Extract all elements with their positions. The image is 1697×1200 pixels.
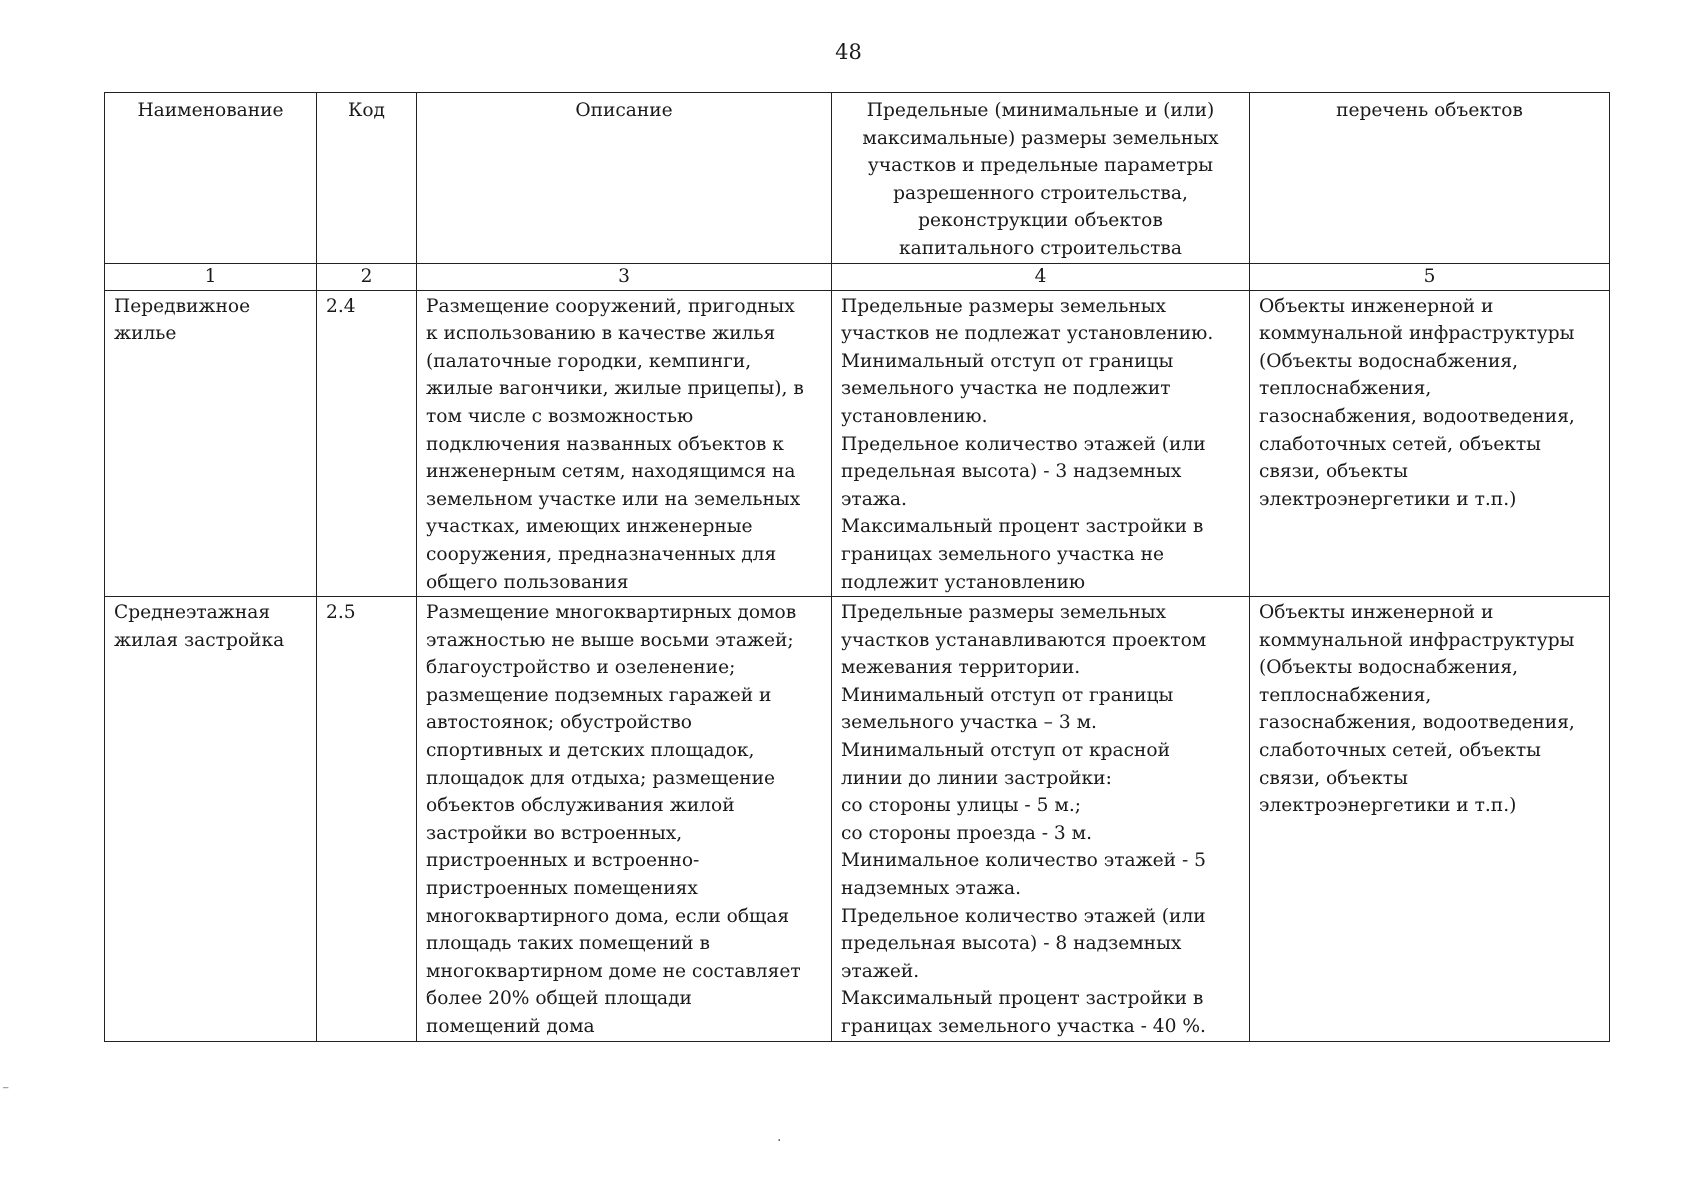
- cell-text-line: 2.4: [326, 295, 356, 317]
- column-number: 4: [832, 263, 1250, 290]
- cell-text-line: Предельное количество этажей (или: [841, 905, 1206, 927]
- cell-text-line: участков и предельные параметры: [867, 155, 1214, 177]
- cell-text-line: электроэнергетики и т.п.): [1259, 488, 1517, 510]
- row-name-cell: [105, 290, 317, 597]
- row-description-cell: [417, 597, 832, 1042]
- row-parameters-cell: [832, 290, 1250, 597]
- cell-text-line: линии до линии застройки:: [841, 767, 1112, 789]
- cell-text-line: Описание: [575, 100, 673, 121]
- cell-text-line: Минимальный отступ от красной: [841, 740, 1171, 762]
- cell-text-line: помещений дома: [426, 1016, 595, 1037]
- cell-text-line: Передвижное: [114, 295, 251, 317]
- cell-text-line: этажа.: [841, 488, 907, 510]
- cell-text-line: земельном участке или на земельных: [426, 488, 801, 510]
- column-number: 2: [317, 263, 417, 290]
- cell-text-line: 2.5: [326, 602, 356, 624]
- cell-text-line: жилье: [114, 323, 177, 345]
- cell-text-line: границах земельного участка не: [841, 543, 1164, 565]
- header-parameters: [832, 93, 1250, 264]
- scan-artifact-mark: ⁻: [2, 1083, 10, 1099]
- cell-text-line: связи, объекты: [1259, 767, 1408, 789]
- column-number: 5: [1250, 263, 1610, 290]
- cell-text-line: реконструкции объектов: [918, 210, 1163, 232]
- cell-text-line: Размещение многоквартирных домов: [426, 602, 797, 624]
- cell-text-line: Объекты инженерной и: [1259, 602, 1494, 624]
- cell-text-line: Максимальный процент застройки в: [841, 516, 1204, 538]
- cell-text-line: подключения названных объектов к: [426, 433, 784, 455]
- column-number-row: [105, 263, 1610, 290]
- header-row: [105, 93, 1610, 264]
- cell-text-line: Код: [347, 100, 386, 121]
- cell-text-line: максимальные) размеры земельных: [862, 127, 1219, 149]
- cell-text-line: площадок для отдыха; размещение: [426, 767, 775, 789]
- cell-text-line: площадь таких помещений в: [426, 933, 710, 955]
- cell-text-line: теплоснабжения,: [1259, 684, 1432, 706]
- cell-text-line: надземных этажа.: [841, 878, 1022, 900]
- cell-text-line: со стороны улицы - 5 м.;: [841, 795, 1081, 817]
- header-name: [105, 93, 317, 264]
- cell-text-line: жилая застройка: [114, 629, 285, 651]
- row-parameters-cell: [832, 597, 1250, 1042]
- cell-text-line: сооружения, предназначенных для: [426, 543, 777, 565]
- cell-text-line: Предельные (минимальные и (или): [866, 100, 1215, 121]
- cell-text-line: (Объекты водоснабжения,: [1259, 657, 1519, 679]
- cell-text-line: жилые вагончики, жилые прицепы), в: [426, 378, 804, 400]
- cell-text-line: Минимальное количество этажей - 5: [841, 850, 1207, 872]
- cell-text-line: газоснабжения, водоотведения,: [1259, 405, 1575, 427]
- cell-text-line: участков не подлежат установлению.: [841, 323, 1214, 345]
- cell-text-line: общего пользования: [426, 571, 629, 593]
- table-row: [105, 290, 1610, 597]
- row-objects-cell: [1250, 597, 1610, 1042]
- cell-text-line: земельного участка не подлежит: [841, 378, 1171, 400]
- cell-text-line: Минимальный отступ от границы: [841, 684, 1174, 706]
- cell-text-line: к использованию в качестве жилья: [426, 323, 776, 345]
- cell-text-line: Предельные размеры земельных: [841, 602, 1167, 624]
- column-number: 1: [105, 263, 317, 290]
- scan-artifact-mark: ·: [777, 1133, 782, 1149]
- cell-text-line: благоустройство и озеленение;: [426, 657, 736, 679]
- cell-text-line: границах земельного участка - 40 %.: [841, 1016, 1206, 1037]
- row-description-cell: [417, 290, 832, 597]
- cell-text-line: застройки во встроенных,: [426, 822, 683, 844]
- cell-text-line: том числе с возможностью: [426, 405, 694, 427]
- cell-text-line: Минимальный отступ от границы: [841, 350, 1174, 372]
- header-code: [317, 93, 417, 264]
- cell-text-line: объектов обслуживания жилой: [426, 795, 735, 817]
- cell-text-line: Размещение сооружений, пригодных: [426, 295, 795, 317]
- cell-text-line: инженерным сетям, находящимся на: [426, 461, 796, 483]
- cell-text-line: перечень объектов: [1336, 100, 1523, 121]
- cell-text-line: газоснабжения, водоотведения,: [1259, 712, 1575, 734]
- cell-text-line: (Объекты водоснабжения,: [1259, 350, 1519, 372]
- cell-text-line: участках, имеющих инженерные: [426, 516, 753, 538]
- cell-text-line: Среднеэтажная: [114, 602, 271, 624]
- cell-text-line: многоквартирном доме не составляет: [426, 960, 801, 982]
- row-objects-cell: [1250, 290, 1610, 597]
- zoning-regulations-table: [104, 92, 1610, 1042]
- cell-text-line: подлежит установлению: [841, 571, 1086, 593]
- cell-text-line: со стороны проезда - 3 м.: [841, 822, 1092, 844]
- cell-text-line: пристроенных помещениях: [426, 878, 698, 900]
- cell-text-line: размещение подземных гаражей и: [426, 684, 772, 706]
- header-objects: [1250, 93, 1610, 264]
- row-code-cell: [317, 290, 417, 597]
- cell-text-line: Максимальный процент застройки в: [841, 988, 1204, 1010]
- cell-text-line: многоквартирного дома, если общая: [426, 905, 790, 927]
- cell-text-line: более 20% общей площади: [426, 988, 692, 1010]
- cell-text-line: участков устанавливаются проектом: [841, 629, 1207, 651]
- header-description: [417, 93, 832, 264]
- cell-text-line: этажей.: [841, 960, 920, 982]
- cell-text-line: автостоянок; обустройство: [426, 712, 692, 734]
- cell-text-line: Объекты инженерной и: [1259, 295, 1494, 317]
- cell-text-line: установлению.: [841, 405, 988, 427]
- page-number: 48: [835, 40, 862, 64]
- cell-text-line: межевания территории.: [841, 657, 1081, 679]
- cell-text-line: Предельное количество этажей (или: [841, 433, 1206, 455]
- cell-text-line: коммунальной инфраструктуры: [1259, 629, 1575, 651]
- cell-text-line: слаботочных сетей, объекты: [1259, 433, 1541, 455]
- cell-text-line: предельная высота) - 8 надземных: [841, 933, 1182, 955]
- cell-text-line: этажностью не выше восьми этажей;: [426, 629, 794, 651]
- cell-text-line: теплоснабжения,: [1259, 378, 1432, 400]
- row-name-cell: [105, 597, 317, 1042]
- cell-text-line: связи, объекты: [1259, 461, 1408, 483]
- cell-text-line: слаботочных сетей, объекты: [1259, 740, 1541, 762]
- row-code-cell: [317, 597, 417, 1042]
- cell-text-line: коммунальной инфраструктуры: [1259, 323, 1575, 345]
- cell-text-line: Наименование: [137, 100, 284, 121]
- column-number: 3: [417, 263, 832, 290]
- cell-text-line: Предельные размеры земельных: [841, 295, 1167, 317]
- cell-text-line: электроэнергетики и т.п.): [1259, 795, 1517, 817]
- cell-text-line: пристроенных и встроенно-: [426, 850, 700, 872]
- cell-text-line: земельного участка – 3 м.: [841, 712, 1097, 734]
- cell-text-line: (палаточные городки, кемпинги,: [426, 350, 752, 372]
- cell-text-line: капитального строительства: [899, 237, 1182, 259]
- cell-text-line: разрешенного строительства,: [893, 182, 1188, 204]
- cell-text-line: предельная высота) - 3 надземных: [841, 461, 1182, 483]
- table-row: [105, 597, 1610, 1042]
- cell-text-line: спортивных и детских площадок,: [426, 740, 755, 762]
